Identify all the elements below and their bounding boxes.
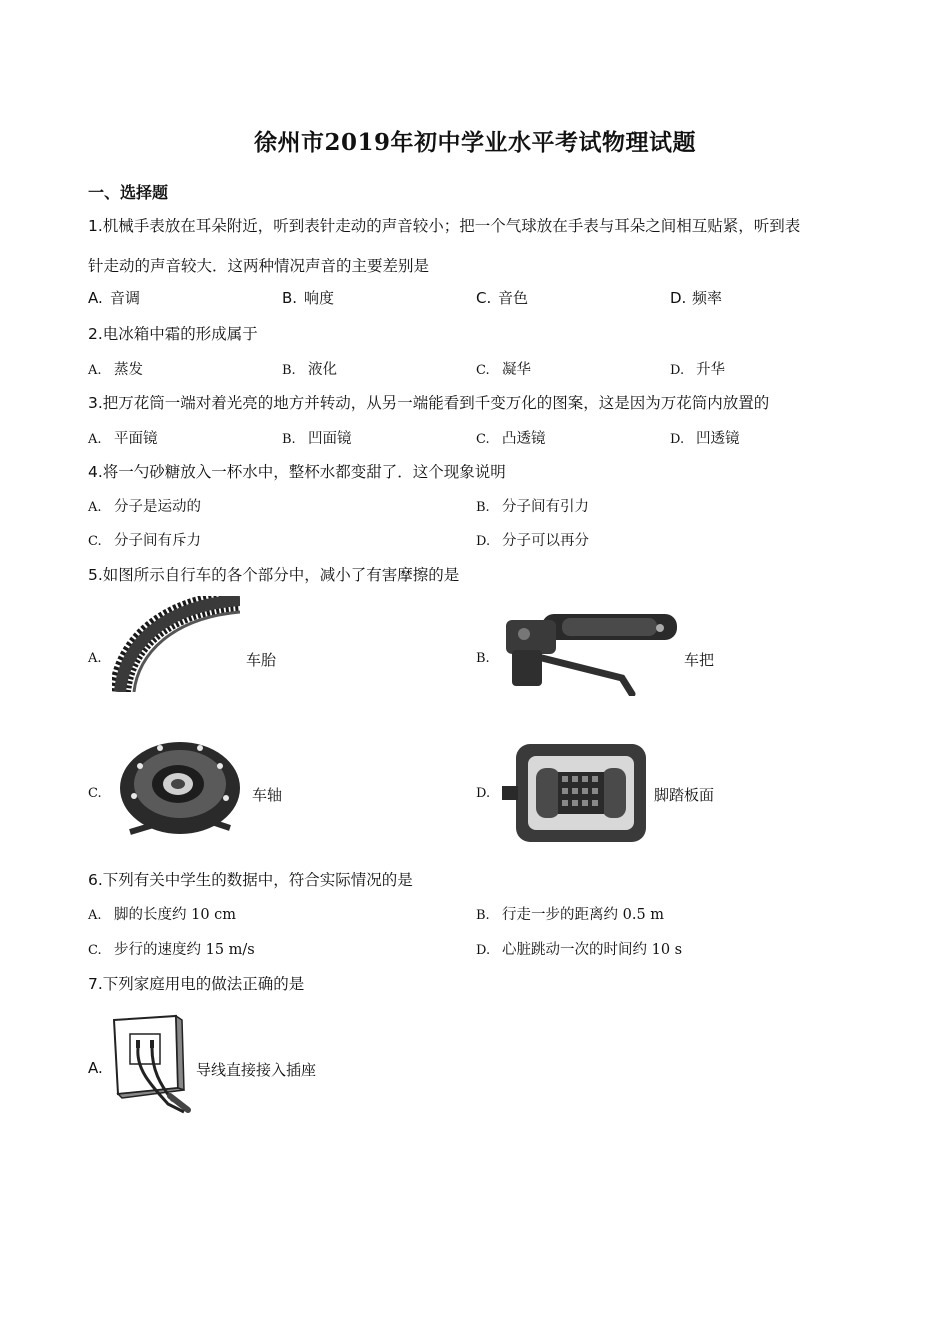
q1-option-d: D. 频率 <box>670 289 723 307</box>
q5-option-d-text: 脚踏板面 <box>654 786 715 804</box>
q3-option-b: B. 凹面镜 <box>282 431 352 447</box>
q4-option-a: A. 分子是运动的 <box>88 499 201 515</box>
axle-image <box>120 736 250 836</box>
question-3: 3.把万花筒一端对着光亮的地方并转动，从另一端能看到千变万化的图案，这是因为万花筒内放置的 <box>88 394 770 412</box>
q5-option-a-text: 车胎 <box>246 651 277 669</box>
page-title: 徐州市2019年初中学业水平考试物理试题 <box>253 129 696 156</box>
pedal-image <box>502 742 652 844</box>
q6-option-a: A. 脚的长度约 10 cm <box>88 907 237 923</box>
section-heading: 一、选择题 <box>88 183 169 202</box>
q4-option-c: C. 分子间有斥力 <box>88 533 201 549</box>
q7-option-a-label: A. <box>88 1059 103 1077</box>
q7-option-a-text: 导线直接接入插座 <box>196 1061 317 1079</box>
q1-option-c: C. 音色 <box>476 289 529 307</box>
q5-option-d-label: D. <box>476 786 491 801</box>
handlebar-image <box>502 606 682 696</box>
question-6: 6.下列有关中学生的数据中，符合实际情况的是 <box>88 871 413 889</box>
q4-option-b: B. 分子间有引力 <box>476 499 589 515</box>
q5-option-c-label: C. <box>88 786 102 801</box>
q2-option-c: C. 凝华 <box>476 362 531 378</box>
question-1 <box>88 214 800 236</box>
question-number: 1. <box>88 217 103 235</box>
q2-option-b: B. 液化 <box>282 362 337 378</box>
q1-option-a: A. 音调 <box>88 289 141 307</box>
q6-option-c: C. 步行的速度约 15 m/s <box>88 942 255 958</box>
q1-option-b: B. 响度 <box>282 289 335 307</box>
q3-option-a: A. 平面镜 <box>88 431 158 447</box>
question-2: 2.电冰箱中霜的形成属于 <box>88 325 258 343</box>
q5-option-a-label: A. <box>88 651 102 666</box>
q3-option-c: C. 凸透镜 <box>476 431 546 447</box>
q5-option-b-text: 车把 <box>684 651 715 669</box>
question-text: 机械手表放在耳朵附近，听到表针走动的声音较小；把一个气球放在手表与耳朵之间相互贴紧，听到表 <box>102 217 801 235</box>
q2-option-a: A. 蒸发 <box>88 362 143 378</box>
q5-option-c-text: 车轴 <box>252 786 283 804</box>
tire-image <box>112 596 240 692</box>
q2-option-d: D. 升华 <box>670 362 725 378</box>
question-7: 7.下列家庭用电的做法正确的是 <box>88 975 305 993</box>
q6-option-d: D. 心脏跳动一次的时间约 10 s <box>476 942 683 958</box>
question-5: 5.如图所示自行车的各个部分中，减小了有害摩擦的是 <box>88 566 460 584</box>
question-4: 4.将一勺砂糖放入一杯水中，整杯水都变甜了．这个现象说明 <box>88 463 506 481</box>
socket-image <box>108 1014 194 1114</box>
q3-option-d: D. 凹透镜 <box>670 431 740 447</box>
q6-option-b: B. 行走一步的距离约 0.5 m <box>476 907 665 923</box>
q5-option-b-label: B. <box>476 651 490 666</box>
question-1-line2: 针走动的声音较大．这两种情况声音的主要差别是 <box>88 257 430 275</box>
q4-option-d: D. 分子可以再分 <box>476 533 589 549</box>
